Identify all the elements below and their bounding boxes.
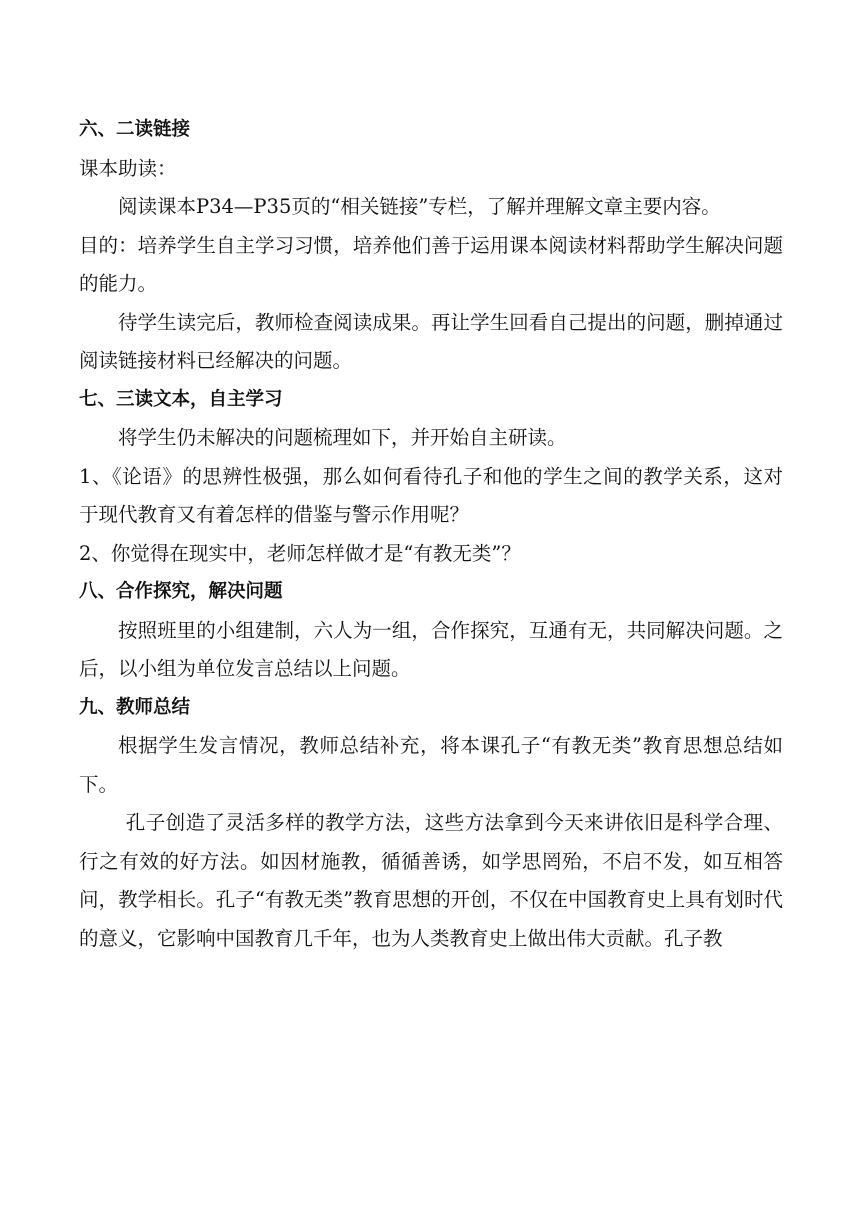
- question-item: 1、《论语》的思辨性极强，那么如何看待孔子和他的学生之间的教学关系，这对于现代教育又有着怎样的借鉴与警示作用呢？: [79, 464, 783, 526]
- section-heading-7: 七、三读文本，自主学习: [79, 388, 283, 410]
- section-heading-6: 六、二读链接: [79, 119, 191, 140]
- section-heading-8: 八、合作探究，解决问题: [79, 581, 283, 602]
- question-item: 2、你觉得在现实中，老师怎样做才是“有教无类”？: [79, 541, 521, 565]
- paragraph: 孔子创造了灵活多样的教学方法，这些方法拿到今天来讲依旧是科学合理、行之有效的好方法。如因材施教，循循善诱，如学思罔殆，不启不发，如互相答问，教学相长。孔子“有教无类”教育思想的开创，不仅在中国教育史上具有划时代的意义，它影响中国教育几千年，也为人类教育史上做出伟大贡献。孔子教: [79, 811, 783, 950]
- paragraph: 待学生读完后，教师检查阅读成果。再让学生回看自己提出的问题，删掉通过阅读链接材料已经解决的问题。: [79, 310, 783, 372]
- paragraph: 按照班里的小组建制，六人为一组，合作探究，互通有无，共同解决问题。之后，以小组为单位发言总结以上问题。: [79, 618, 783, 680]
- paragraph: 目的：培养学生自主学习习惯，培养他们善于运用课本阅读材料帮助学生解决问题的能力。: [79, 233, 783, 295]
- section-heading-9: 九、教师总结: [79, 696, 191, 718]
- paragraph: 将学生仍未解决的问题梳理如下，并开始自主研读。: [118, 426, 567, 449]
- document-body: [79, 111, 783, 958]
- paragraph: 阅读课本P34—P35页的“相关链接”专栏，了解并理解文章主要内容。: [118, 195, 721, 218]
- section-subtitle: 课本助读：: [79, 156, 177, 180]
- paragraph: 根据学生发言情况，教师总结补充，将本课孔子“有教无类”教育思想总结如下。: [79, 734, 783, 796]
